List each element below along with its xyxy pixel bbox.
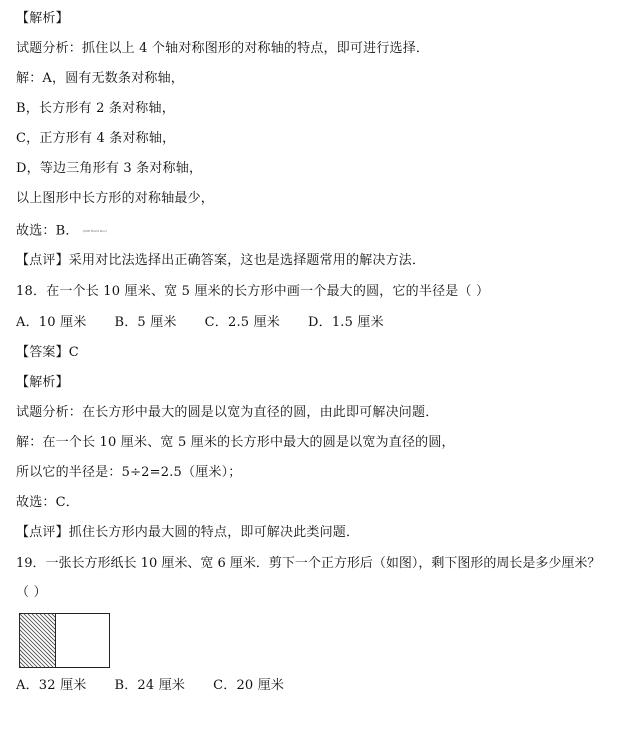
tiny-watermark-text: (Ch8 Word Doc) (82, 229, 107, 233)
analysis-text-2: 试题分析：在长方形中最大的圆是以宽为直径的圆，由此即可解决问题． (16, 405, 439, 420)
solution-calculation: 所以它的半径是：5÷2=2.5（厘米）； (16, 465, 242, 480)
question-18: 18．在一个长 10 厘米、宽 5 厘米的长方形中画一个最大的圆，它的半径是（ ） (16, 284, 490, 299)
option-c-19: C．20 厘米 (213, 678, 285, 693)
analysis-heading-2: 【解析】 (16, 375, 69, 390)
analysis-text: 试题分析：抓住以上 4 个轴对称图形的对称轴的特点，即可进行选择． (16, 41, 430, 56)
answer-choice-2: 故选：C． (16, 495, 79, 510)
question-19-options (16, 677, 625, 695)
solution-text-2: 解：在一个长 10 厘米、宽 5 厘米的长方形中最大的圆是以宽为直径的圆， (16, 435, 455, 450)
option-b-19: B．24 厘米 (114, 678, 186, 693)
solution-summary: 以上图形中长方形的对称轴最少， (16, 191, 215, 206)
solution-line-d: D，等边三角形有 3 条对称轴， (16, 161, 203, 176)
question-18-options (16, 314, 625, 332)
solution-line-b: B，长方形有 2 条对称轴， (16, 101, 175, 116)
answer-choice-line (16, 222, 625, 241)
comment-line: 【点评】采用对比法选择出正确答案，这也是选择题常用的解决方法． (16, 253, 426, 268)
question-19: 19．一张长方形纸长 10 厘米、宽 6 厘米．剪下一个正方形后（如图），剩下图形的周长是多少厘米？ (16, 556, 601, 571)
comment-line-2: 【点评】抓住长方形内最大圆的特点，即可解决此类问题． (16, 525, 360, 540)
question-19-blank: （ ） (16, 585, 47, 600)
option-c: C．2.5 厘米 (204, 315, 280, 330)
answer-heading: 【答案】C (16, 345, 79, 360)
option-a: A．10 厘米 (16, 315, 87, 330)
option-d: D．1.5 厘米 (308, 315, 384, 330)
option-a-19: A．32 厘米 (16, 678, 87, 693)
option-b: B．5 厘米 (114, 315, 177, 330)
answer-choice-text: 故选：B． (16, 223, 79, 239)
analysis-heading: 【解析】 (16, 11, 69, 26)
solution-line-a: 解：A，圆有无数条对称轴， (16, 71, 184, 86)
solution-line-c: C，正方形有 4 条对称轴， (16, 131, 176, 146)
rectangle-figure (19, 613, 110, 668)
